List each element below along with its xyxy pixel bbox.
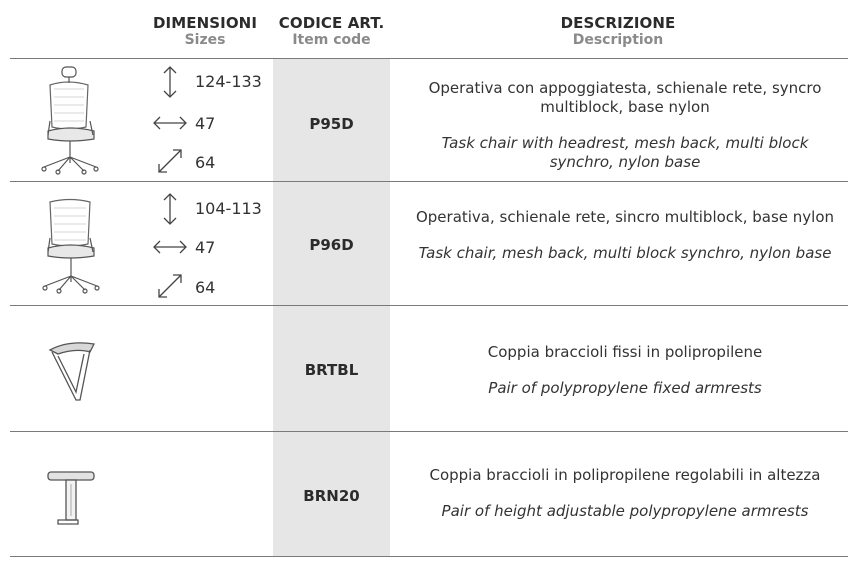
item-description: [410, 79, 840, 172]
description-en: Pair of polypropylene fixed armrests: [488, 379, 762, 397]
dimension-width: [150, 111, 270, 135]
width-value: 47: [195, 238, 216, 257]
dimension-depth: [150, 150, 270, 174]
item-code: P95D: [309, 115, 354, 133]
description-en: Task chair, mesh back, multi block synchro, nylon base: [418, 244, 832, 262]
diagonal-double-arrow-icon: [150, 147, 190, 175]
adjustable-armrest-image: [44, 468, 98, 530]
description-it: Coppia braccioli fissi in polipropilene: [487, 343, 763, 361]
description-header: [396, 15, 840, 49]
description-header-en: Description: [572, 32, 664, 48]
row-divider: [10, 556, 848, 557]
item-code: BRTBL: [304, 361, 359, 379]
description-it: Operativa, schienale rete, sincro multiblock, base nylon: [415, 208, 835, 226]
horizontal-double-arrow-icon: [150, 235, 190, 259]
item-description: [410, 466, 840, 521]
item-code: BRN20: [303, 487, 360, 505]
description-en: Pair of height adjustable polypropylene armrests: [441, 502, 809, 520]
horizontal-double-arrow-icon: [150, 111, 190, 135]
item-code: P96D: [309, 236, 354, 254]
height-value: 104-113: [195, 199, 262, 218]
item-description: [410, 343, 840, 398]
dimensions-header-en: Sizes: [184, 32, 226, 48]
depth-value: 64: [195, 153, 216, 172]
code-header: [273, 15, 390, 49]
dimension-height: [150, 196, 270, 220]
depth-value: 64: [195, 278, 216, 297]
task-chair-image: [40, 198, 102, 298]
height-value: 124-133: [195, 72, 262, 91]
dimensions-header-it: DIMENSIONI: [152, 14, 258, 32]
table-row: [0, 306, 848, 431]
dimension-height: [150, 69, 270, 93]
code-header-it: CODICE ART.: [278, 14, 385, 32]
dimensions-header: [150, 15, 260, 49]
table-row: [0, 432, 848, 556]
task-chair-with-headrest-image: [38, 65, 102, 179]
width-value: 47: [195, 114, 216, 133]
code-header-en: Item code: [292, 32, 371, 48]
description-header-it: DESCRIZIONE: [560, 14, 676, 32]
description-it: Operativa con appoggiatesta, schienale rete, syncro multiblock, base nylon: [428, 79, 822, 116]
table-header: [0, 0, 848, 58]
dimension-depth: [150, 275, 270, 299]
description-en: Task chair with headrest, mesh back, multi block synchro, nylon base: [441, 134, 809, 171]
diagonal-double-arrow-icon: [150, 272, 190, 300]
item-description: [410, 208, 840, 263]
fixed-armrest-image: [46, 340, 98, 408]
table-row: [0, 59, 848, 181]
vertical-double-arrow-icon: [150, 192, 190, 226]
table-row: [0, 182, 848, 305]
description-it: Coppia braccioli in polipropilene regolabili in altezza: [429, 466, 821, 484]
dimension-width: [150, 235, 270, 259]
vertical-double-arrow-icon: [150, 65, 190, 99]
